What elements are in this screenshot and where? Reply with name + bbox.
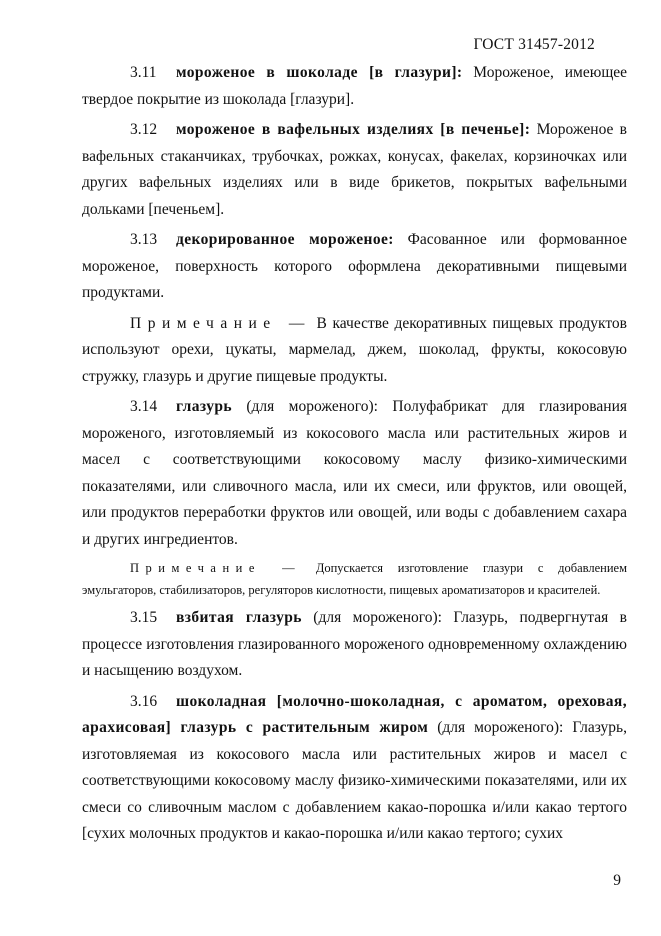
term: мороженое в вафельных изделиях [в печенье]: xyxy=(176,121,531,138)
clause-number: 3.15 xyxy=(130,609,158,626)
term-qualifier: (для мороженого): xyxy=(246,398,378,415)
note-text: Допускается изготовление глазури с добавлением эмульгаторов, стабилизаторов, регуляторов кислотности, пищевых ароматизаторов и красителей. xyxy=(82,561,627,597)
definition-3-11 xyxy=(82,60,627,113)
definition-3-15 xyxy=(82,605,627,685)
definition-text: Мороженое, имеющее твердое покрытие из шоколада [глазури]. xyxy=(82,64,628,108)
note-label: Примечание — xyxy=(130,561,302,575)
clause-number: 3.16 xyxy=(130,692,158,710)
term: мороженое в шоколаде [в глазури]: xyxy=(176,64,463,81)
note-decorative-products xyxy=(82,311,627,391)
definition-text: Фасованное или формованное мороженое, поверхность которого оформлена декоративными пищевыми продуктами. xyxy=(82,231,627,301)
clause-number: 3.11 xyxy=(130,64,157,81)
definition-text: Полуфабрикат для глазирования мороженого, изготовляемый из кокосового масла или растительных жиров и масел с соответствующими кокосовому маслу физико-химическими показателями, или сливочного масла, или их смеси, или фруктов, или овощей, или продуктов переработки фруктов или овощей, или воды с добавлением сахара и других ингредиентов. xyxy=(82,398,627,548)
clause-number: 3.13 xyxy=(130,231,158,248)
definition-3-13 xyxy=(82,227,627,307)
standard-header: ГОСТ 31457-2012 xyxy=(473,36,595,53)
clause-number: 3.12 xyxy=(130,121,158,138)
page-number: 9 xyxy=(613,872,621,889)
term-qualifier: (для мороженого): xyxy=(313,609,442,626)
term-qualifier: (для мороженого): xyxy=(437,719,564,736)
document-body xyxy=(82,60,627,852)
term: декорированное мороженое: xyxy=(176,231,394,248)
definition-3-16 xyxy=(82,689,627,848)
note-text: В качестве декоративных пищевых продуктов используют орехи, цукаты, мармелад, джем, шоколад, фрукты, кокосовую стружку, глазурь и другие пищевые продукты. xyxy=(82,314,627,385)
term: глазурь xyxy=(176,398,232,415)
note-glaze-additives xyxy=(82,557,627,601)
note-label: Примечание — xyxy=(130,314,311,332)
definition-text: Мороженое в вафельных стаканчиках, трубочках, рожках, конусах, факелах, корзиночках или других вафельных изделиях или в виде брикетов, покрытых вафельными дольками [печеньем]. xyxy=(82,121,628,218)
term: шоколадная [молочно-шоколадная, с ароматом, ореховая, арахисовая] глазурь с растительным жиром xyxy=(82,692,627,736)
definition-text: Глазурь, подвергнутая в процессе изготовления глазированного мороженого одновременному охлаждению и насыщению воздухом. xyxy=(82,609,627,679)
definition-3-14 xyxy=(82,394,627,553)
definition-3-12 xyxy=(82,117,627,223)
definition-text: Глазурь, изготовляемая из кокосового масла или растительных жиров и масел с соответствующими кокосовому маслу физико-химическими показателями, или их смеси со сливочным маслом с добавлением какао-порошка и/или какао тертого [сухих молочных продуктов и какао-порошка и/или какао тертого; сухих xyxy=(82,719,627,842)
term: взбитая глазурь xyxy=(176,609,302,626)
clause-number: 3.14 xyxy=(130,398,158,415)
